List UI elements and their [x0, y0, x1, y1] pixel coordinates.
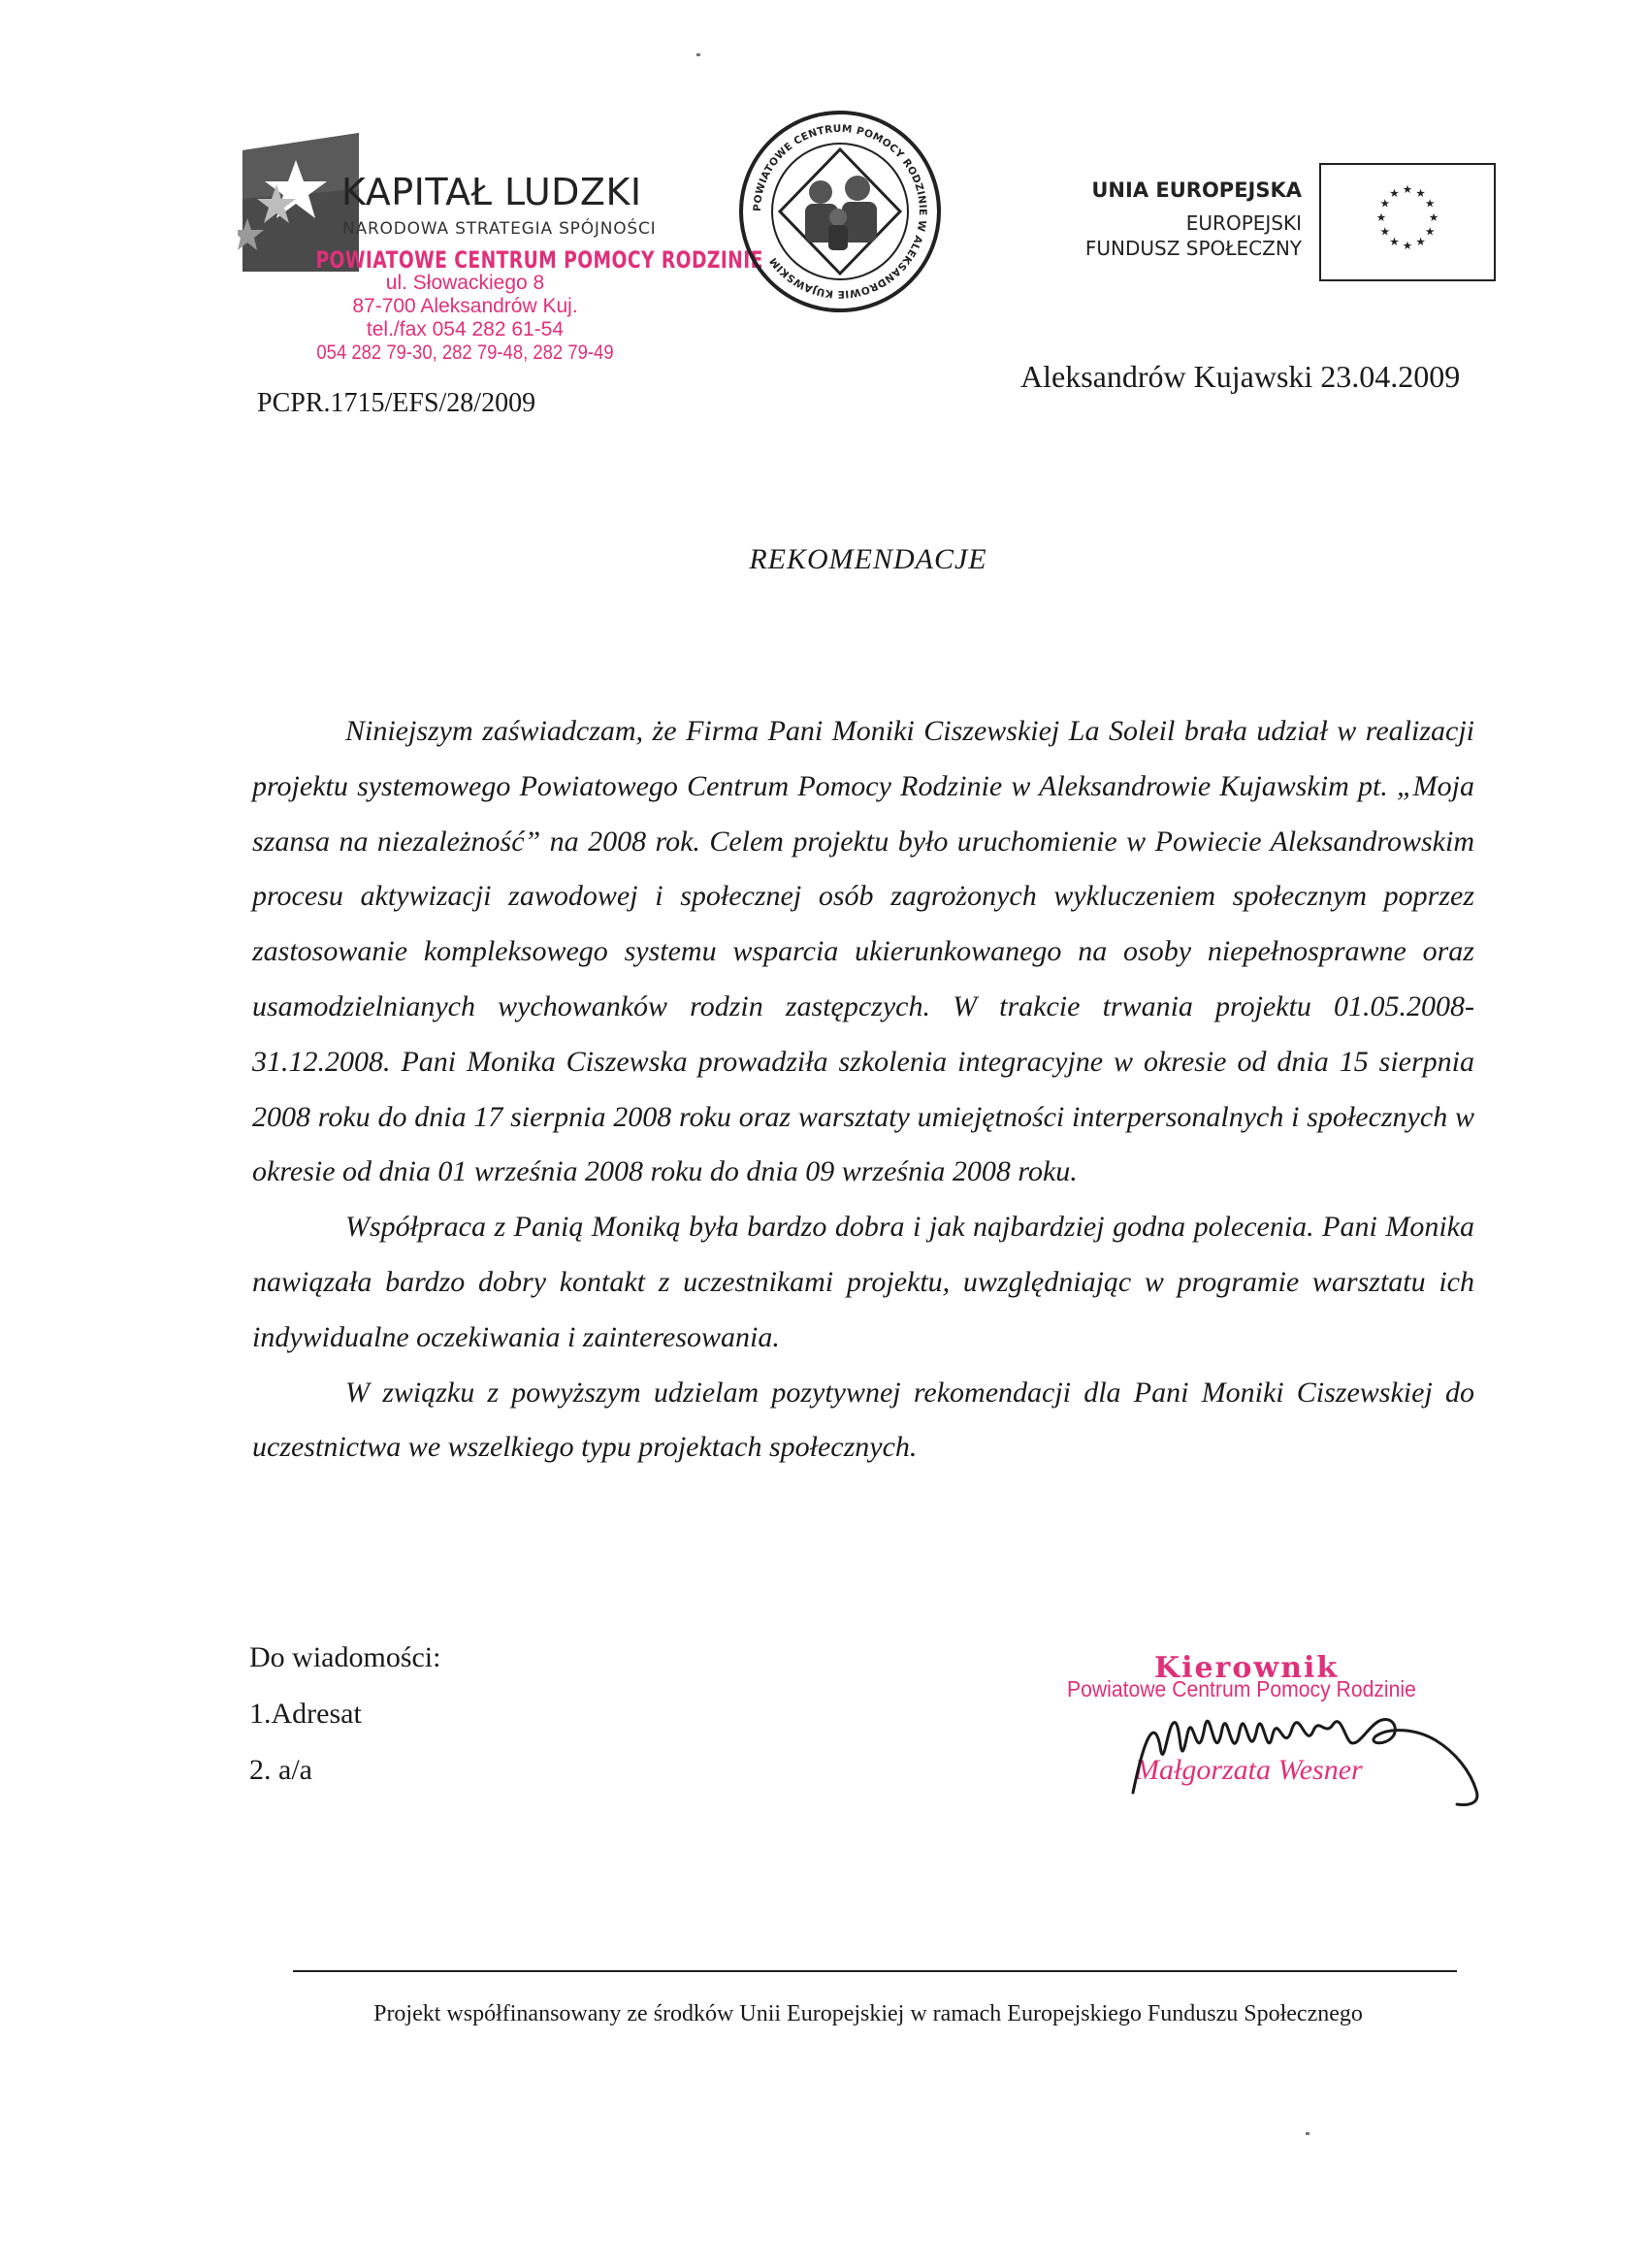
kapital-ludzki-title: KAPITAŁ LUDZKI — [341, 171, 642, 213]
svg-text:★: ★ — [1415, 185, 1426, 200]
svg-text:★: ★ — [1425, 224, 1436, 239]
distribution-item: 2. a/a — [249, 1754, 312, 1786]
scan-speck — [696, 53, 700, 56]
distribution-item: 1.Adresat — [249, 1698, 362, 1730]
stamp-line-phone: tel./fax 054 282 61-54 — [366, 318, 565, 340]
stamp-line-city: 87-700 Aleksandrów Kuj. — [352, 295, 578, 317]
body-paragraph-3: W związku z powyższym udzielam pozytywnej rekomendacji dla Pani Moniki Ciszewskiej do uczestnictwa we wszelkiego typu projektach społecznych. — [252, 1376, 1474, 1464]
svg-text:★: ★ — [1379, 224, 1390, 239]
svg-text:★: ★ — [1375, 211, 1387, 225]
svg-text:★: ★ — [1428, 211, 1439, 225]
reference-number: PCPR.1715/EFS/28/2009 — [257, 388, 536, 418]
signature-role: Kierownik — [1154, 1651, 1340, 1685]
handwritten-signature-icon — [1125, 1678, 1494, 1814]
svg-text:★: ★ — [1389, 235, 1400, 249]
scan-speck — [1306, 2132, 1310, 2135]
kapital-ludzki-subtitle: NARODOWA STRATEGIA SPÓJNOŚCI — [342, 219, 657, 239]
eu-subtitle-line1: EUROPEJSKI — [1185, 211, 1302, 235]
footer-divider — [293, 1970, 1457, 1972]
svg-text:★: ★ — [1402, 182, 1413, 197]
svg-text:★: ★ — [1425, 196, 1436, 211]
eu-flag-icon — [1319, 163, 1496, 281]
document-title: REKOMENDACJE — [749, 543, 987, 575]
svg-text:★: ★ — [1379, 196, 1390, 211]
address-stamp — [274, 246, 763, 365]
eu-title: UNIA EUROPEJSKA — [1091, 178, 1302, 202]
institution-seal-icon — [737, 109, 943, 314]
distribution-heading: Do wiadomości: — [249, 1641, 441, 1673]
eu-subtitle-line2: FUNDUSZ SPOŁECZNY — [1084, 237, 1302, 260]
place-and-date: Aleksandrów Kujawski 23.04.2009 — [1020, 359, 1461, 394]
svg-text:★: ★ — [1389, 185, 1400, 200]
letter-body — [252, 704, 1474, 1475]
signature-organization: Powiatowe Centrum Pomocy Rodzinie — [1067, 1676, 1416, 1701]
distribution-list — [249, 1630, 440, 1798]
svg-text:★: ★ — [1415, 235, 1426, 249]
svg-text:★: ★ — [1402, 239, 1413, 253]
stamp-line-street: ul. Słowackiego 8 — [385, 272, 545, 294]
body-paragraph-1: Niniejszym zaświadczam, że Firma Pani Moniki Ciszewskiej La Soleil brała udział w realizacji projektu systemowego Powiatowego Centrum Pomocy Rodzinie w Aleksandrowie Kujawskim pt. „Moja szansa na niezależność” na 2008 rok. Celem projektu było uruchomienie w Powiecie Aleksandrowskim procesu aktywizacji zawodowej i społecznej osób zagrożonych wykluczeniem społecznym poprzez zastosowanie kompleksowego systemu wsparcia ukierunkowanego na osoby niepełnosprawne oraz usamodzielnianych wychowanków rodzin zastępczych. W trakcie trwania projektu 01.05.2008- 31.12.2008. Pani Monika Ciszewska prowadziła szkolenia integracyjne w okresie od dnia 15 sierpnia 2008 roku do dnia 17 sierpnia 2008 roku oraz warsztaty umiejętności interpersonalnych i społecznych w okresie od dnia 01 września 2008 roku do dnia 09 września 2008 roku. — [252, 715, 1474, 1188]
stamp-line-phone-extra: 054 282 79-30, 282 79-48, 282 79-49 — [316, 341, 614, 364]
footer-text: Projekt współfinansowany ze środków Unii Europejskiej w ramach Europejskiego Funduszu Społecznego — [373, 2001, 1363, 2026]
signature-name: Małgorzata Wesner — [1135, 1754, 1363, 1786]
body-paragraph-2: Współpraca z Panią Moniką była bardzo dobra i jak najbardziej godna polecenia. Pani Monika nawiązała bardzo dobry kontakt z uczestnikami projektu, uwzględniając w programie warsztatu ich indywidualne oczekiwania i zainteresowania. — [252, 1211, 1474, 1353]
stamp-line-institution: POWIATOWE CENTRUM POMOCY RODZINIE — [315, 246, 763, 274]
seal-text: POWIATOWE CENTRUM POMOCY RODZINIE W ALEKSANDROWIE KUJAWSKIM — [751, 122, 929, 301]
